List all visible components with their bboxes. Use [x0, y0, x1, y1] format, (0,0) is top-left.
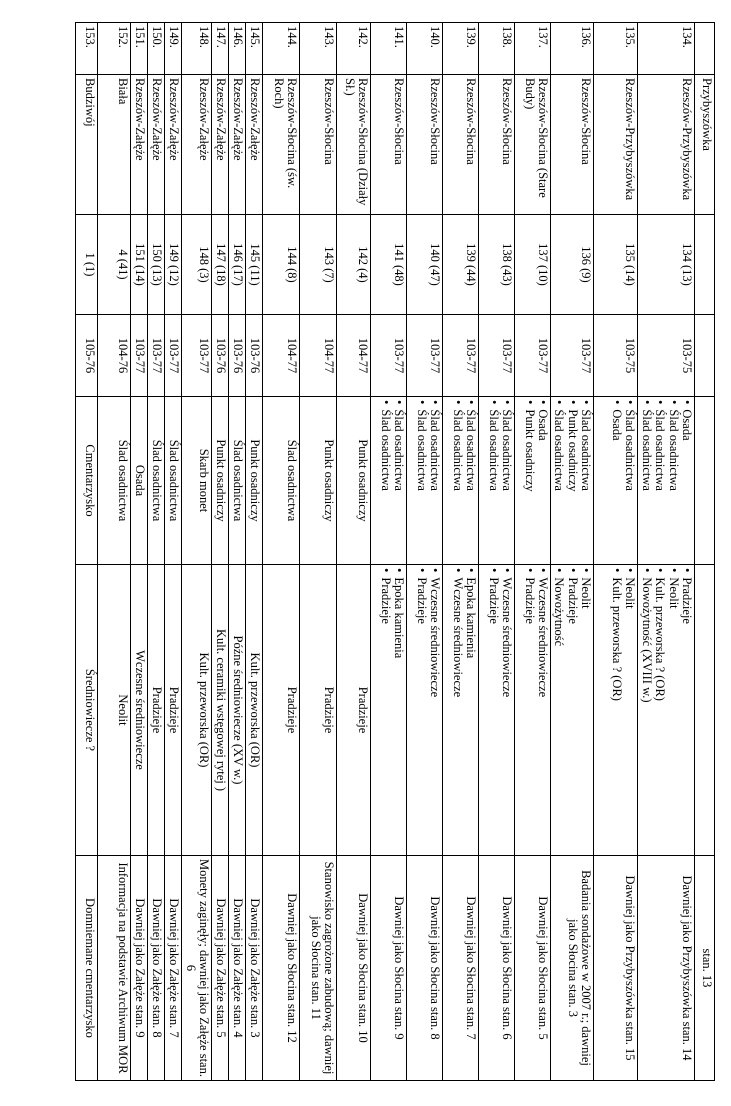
cell-site-number: 149 (12): [165, 215, 182, 315]
cell-place: Biała: [98, 75, 131, 215]
cell-az-sheet: 103-77: [371, 315, 407, 397]
cell-place: Budziwój: [76, 75, 98, 215]
cell-chronology: [479, 565, 515, 856]
cell-number: 146.: [229, 23, 246, 75]
cell-text: Pradzieje: [285, 686, 299, 734]
bullet-item: • Ślad osadnictwa: [500, 400, 513, 561]
cell-text: Kult. przeworska (OR): [248, 652, 262, 768]
cell-chronology: [300, 565, 337, 856]
cell-site-number: 135 (14): [594, 215, 638, 315]
cell-function: [479, 397, 515, 565]
cell-number: 139.: [443, 23, 479, 75]
cell-number: 148.: [182, 23, 212, 75]
bullet-item: • Ślad osadnictwa: [579, 400, 592, 561]
cell-chronology: [165, 565, 182, 856]
bullet-item: • Ślad osadnictwa: [640, 400, 653, 561]
cell-number: 149.: [165, 23, 182, 75]
bullet-item: • Ślad osadnictwa: [378, 400, 391, 561]
cell-chronology: [443, 565, 479, 856]
cell-text: Późne średniowiecze (XV w.): [231, 635, 245, 785]
cell-number: 152.: [98, 23, 131, 75]
cell-text: Punkt osadniczy: [356, 439, 370, 522]
cell-site-number: 147 (18): [212, 215, 229, 315]
cell-chronology: [182, 565, 212, 856]
cell-az-sheet: 104-77: [263, 315, 300, 397]
cell-az-sheet: 103-77: [148, 315, 165, 397]
cell-az-sheet: 103-75: [594, 315, 638, 397]
cell-function: [371, 397, 407, 565]
table-row: [479, 23, 515, 1081]
cell-number: 135.: [594, 23, 638, 75]
cell-function: [212, 397, 229, 565]
cell-az-sheet: 103-77: [182, 315, 212, 397]
cell-chronology: [263, 565, 300, 856]
cell-number: 153.: [76, 23, 98, 75]
bullet-item: • Pradzieje: [378, 568, 391, 852]
cell-function: [76, 397, 98, 565]
cell-site-number: 145 (11): [246, 215, 263, 315]
cell-place: Rzeszów-Załęże: [246, 75, 263, 215]
cell-place: Rzeszów-Załęże: [212, 75, 229, 215]
bullet-item: • Pradzieje: [522, 568, 535, 852]
cell-notes: Dawniej jako Załęże stan. 4: [229, 856, 246, 1081]
cell-place: Rzeszów-Słocina: [551, 75, 594, 215]
cell-text: Punkt osadniczy: [322, 439, 336, 522]
cell-place: Rzeszów-Słocina: [371, 75, 407, 215]
table-row: [182, 23, 212, 1081]
cell-site-number: [695, 215, 715, 315]
cell-az-sheet: 103-77: [165, 315, 182, 397]
table-row: [148, 23, 165, 1081]
cell-az-sheet: 104-77: [337, 315, 371, 397]
cell-text: Ślad osadnictwa: [150, 439, 165, 522]
cell-chronology: [638, 565, 695, 856]
table-row: [695, 23, 715, 1081]
cell-place: Rzeszów-Słocina (Stare Budy): [515, 75, 551, 215]
bullet-item: • Kult. przeworska ? (OR): [609, 568, 622, 852]
cell-text: Osada: [133, 464, 148, 497]
cell-chronology: [551, 565, 594, 856]
bullet-item: • Neolit: [666, 568, 679, 852]
cell-chronology: [131, 565, 148, 856]
cell-az-sheet: 103-77: [407, 315, 443, 397]
sites-table: [75, 22, 715, 1081]
cell-number: 151.: [131, 23, 148, 75]
table-row: [165, 23, 182, 1081]
cell-text: Pradzieje: [356, 686, 370, 734]
cell-az-sheet: 103-77: [551, 315, 594, 397]
cell-az-sheet: 104-76: [98, 315, 131, 397]
cell-site-number: 138 (43): [479, 215, 515, 315]
cell-place: Rzeszów-Słocina: [443, 75, 479, 215]
cell-site-number: 142 (4): [337, 215, 371, 315]
cell-notes: Dawniej jako Przybyszówka stan. 14: [638, 856, 695, 1081]
cell-notes: Dawniej jako Słocina stan. 12: [263, 856, 300, 1081]
cell-place: Rzeszów-Przybyszówka: [594, 75, 638, 215]
bullet-item: • Ślad osadnictwa: [486, 400, 499, 561]
cell-az-sheet: 103-75: [638, 315, 695, 397]
cell-place: Rzeszów-Załęże: [148, 75, 165, 215]
cell-text: Średniowiecze ?: [83, 668, 98, 752]
cell-text: Punkt osadniczy: [248, 439, 262, 522]
bullet-item: • Osada: [609, 400, 622, 561]
cell-text: Ślad osadnictwa: [231, 439, 245, 522]
table-row: [246, 23, 263, 1081]
table-row: [551, 23, 594, 1081]
bullet-item: • Wczesne średniowiecze: [500, 568, 513, 852]
cell-site-number: 1 (1): [76, 215, 98, 315]
cell-number: 144.: [263, 23, 300, 75]
bullet-item: • Epoka kamienia: [464, 568, 477, 852]
cell-notes: Monety zaginęły; dawniej jako Załęże stan. 6: [182, 856, 212, 1081]
table-row: [76, 23, 98, 1081]
cell-place: Rzeszów-Słocina: [407, 75, 443, 215]
cell-text: Pradzieje: [150, 686, 165, 734]
cell-az-sheet: 103-77: [443, 315, 479, 397]
cell-notes: Dawniej jako Słocina stan. 8: [407, 856, 443, 1081]
bullet-item: • Pradzieje: [414, 568, 427, 852]
cell-function: [148, 397, 165, 565]
bullet-item: • Nowożytność: [552, 568, 565, 852]
cell-notes: Informacja na podstawie Archiwum MOR: [98, 856, 131, 1081]
cell-place: Rzeszów-Słocina: [300, 75, 337, 215]
cell-number: 134.: [638, 23, 695, 75]
cell-site-number: 151 (14): [131, 215, 148, 315]
cell-site-number: 134 (13): [638, 215, 695, 315]
cell-place: Rzeszów-Załęże: [165, 75, 182, 215]
cell-text: Skarb monet: [197, 448, 211, 513]
bullet-item: • Ślad osadnictwa: [392, 400, 405, 561]
cell-text: Kult. przeworska (OR): [197, 652, 211, 768]
cell-function: [229, 397, 246, 565]
cell-place: Rzeszów-Załęże: [182, 75, 212, 215]
cell-function: [98, 397, 131, 565]
cell-number: 137.: [515, 23, 551, 75]
cell-number: 147.: [212, 23, 229, 75]
cell-site-number: 148 (3): [182, 215, 212, 315]
cell-az-sheet: 103-76: [229, 315, 246, 397]
cell-site-number: 139 (44): [443, 215, 479, 315]
cell-az-sheet: [695, 315, 715, 397]
cell-chronology: [246, 565, 263, 856]
cell-site-number: 137 (10): [515, 215, 551, 315]
cell-chronology: [337, 565, 371, 856]
cell-chronology: [371, 565, 407, 856]
bullet-item: • Ślad osadnictwa: [428, 400, 441, 561]
cell-function: [131, 397, 148, 565]
cell-chronology: [148, 565, 165, 856]
cell-place: Rzeszów-Słocina (Działy Sł.): [337, 75, 371, 215]
cell-site-number: 150 (13): [148, 215, 165, 315]
cell-site-number: 140 (47): [407, 215, 443, 315]
cell-function: [695, 397, 715, 565]
table-row: [212, 23, 229, 1081]
cell-number: 150.: [148, 23, 165, 75]
table-row: [407, 23, 443, 1081]
cell-chronology: [229, 565, 246, 856]
table-row: [131, 23, 148, 1081]
cell-text: Neolit: [116, 694, 131, 726]
cell-chronology: [212, 565, 229, 856]
cell-number: 141.: [371, 23, 407, 75]
bullet-item: • Pradzieje: [565, 568, 578, 852]
table-row: [300, 23, 337, 1081]
cell-az-sheet: 103-77: [515, 315, 551, 397]
table-row: [229, 23, 246, 1081]
cell-number: [695, 23, 715, 75]
rotated-table-wrapper: [18, 22, 715, 1080]
cell-site-number: 146 (17): [229, 215, 246, 315]
cell-notes: Dawniej jako Załęże stan. 5: [212, 856, 229, 1081]
table-row: [263, 23, 300, 1081]
cell-chronology: [76, 565, 98, 856]
cell-text: Cmentarzysko: [83, 444, 98, 517]
cell-number: 142.: [337, 23, 371, 75]
bullet-item: • Ślad osadnictwa: [666, 400, 679, 561]
bullet-item: • Punkt osadniczy: [565, 400, 578, 561]
bullet-item: • Osada: [536, 400, 549, 561]
bullet-item: • Pradzieje: [486, 568, 499, 852]
bullet-item: • Wczesne średniowiecze: [428, 568, 441, 852]
bullet-item: • Neolit: [579, 568, 592, 852]
cell-place: Rzeszów-Załęże: [229, 75, 246, 215]
cell-function: [246, 397, 263, 565]
bullet-item: • Wczesne średniowiecze: [450, 568, 463, 852]
cell-text: Wczesne średniowiecze: [133, 650, 148, 770]
cell-notes: Dawniej jako Słocina stan. 6: [479, 856, 515, 1081]
cell-notes: Domniemane cmentarzysko: [76, 856, 98, 1081]
cell-function: [638, 397, 695, 565]
bullet-item: • Ślad osadnictwa: [623, 400, 636, 561]
cell-function: [515, 397, 551, 565]
cell-notes: Dawniej jako Załęże stan. 3: [246, 856, 263, 1081]
cell-text: Pradzieje: [167, 686, 182, 734]
cell-text: Pradzieje: [322, 686, 336, 734]
cell-function: [407, 397, 443, 565]
bullet-item: • Nowożytność (XVIII w.): [640, 568, 653, 852]
table-row: [98, 23, 131, 1081]
table-row: [638, 23, 695, 1081]
cell-notes: Dawniej jako Załęże stan. 9: [131, 856, 148, 1081]
cell-az-sheet: 103-77: [479, 315, 515, 397]
table-row: [337, 23, 371, 1081]
cell-chronology: [98, 565, 131, 856]
cell-notes: Badania sondażowe w 2007 r.; dawniej jako Słocina stan. 3: [551, 856, 594, 1081]
cell-az-sheet: 104-77: [300, 315, 337, 397]
cell-site-number: 144 (8): [263, 215, 300, 315]
bullet-item: • Neolit: [623, 568, 636, 852]
cell-site-number: 143 (7): [300, 215, 337, 315]
cell-chronology: [515, 565, 551, 856]
cell-chronology: [407, 565, 443, 856]
cell-function: [182, 397, 212, 565]
cell-notes: Stanowisko zagrożone zabudową; dawniej jako Słocina stan. 11: [300, 856, 337, 1081]
cell-text: Ślad osadnictwa: [285, 439, 299, 522]
cell-az-sheet: 103-77: [131, 315, 148, 397]
cell-place: Rzeszów-Słocina: [479, 75, 515, 215]
cell-notes: Dawniej jako Przybyszówka stan. 15: [594, 856, 638, 1081]
bullet-item: • Osada: [680, 400, 693, 561]
bullet-item: • Kult. przeworska ? (OR): [653, 568, 666, 852]
cell-text: Punkt osadniczy: [214, 439, 228, 522]
cell-site-number: 136 (9): [551, 215, 594, 315]
cell-number: 145.: [246, 23, 263, 75]
cell-notes: Dawniej jako Załęże stan. 7: [165, 856, 182, 1081]
cell-number: 138.: [479, 23, 515, 75]
cell-notes: Dawniej jako Słocina stan. 5: [515, 856, 551, 1081]
cell-function: [263, 397, 300, 565]
table-row: [443, 23, 479, 1081]
bullet-item: • Ślad osadnictwa: [414, 400, 427, 561]
bullet-item: • Wczesne średniowiecze: [536, 568, 549, 852]
cell-function: [443, 397, 479, 565]
cell-text: Ślad osadnictwa: [116, 439, 131, 522]
cell-place: Rzeszów-Słocina (św. Roch): [263, 75, 300, 215]
cell-text: Ślad osadnictwa: [167, 439, 182, 522]
cell-site-number: 141 (48): [371, 215, 407, 315]
cell-az-sheet: 105-76: [76, 315, 98, 397]
cell-site-number: 4 (41): [98, 215, 131, 315]
table-row: [594, 23, 638, 1081]
cell-number: 136.: [551, 23, 594, 75]
cell-place: Rzeszów-Przybyszówka: [638, 75, 695, 215]
cell-place: Rzeszów-Załęże: [131, 75, 148, 215]
bullet-item: • Ślad osadnictwa: [464, 400, 477, 561]
cell-function: [551, 397, 594, 565]
cell-function: [300, 397, 337, 565]
cell-notes: Dawniej jako Słocina stan. 10: [337, 856, 371, 1081]
cell-text: Kult. ceramiki wstęgowej rytej ): [214, 628, 228, 792]
cell-number: 140.: [407, 23, 443, 75]
cell-chronology: [594, 565, 638, 856]
cell-function: [594, 397, 638, 565]
cell-number: 143.: [300, 23, 337, 75]
cell-function: [337, 397, 371, 565]
table-row: [515, 23, 551, 1081]
cell-notes: stan. 13: [695, 856, 715, 1081]
cell-az-sheet: 103-76: [246, 315, 263, 397]
bullet-item: • Epoka kamienia: [392, 568, 405, 852]
cell-chronology: [695, 565, 715, 856]
cell-az-sheet: 103-76: [212, 315, 229, 397]
cell-notes: Dawniej jako Załęże stan. 8: [148, 856, 165, 1081]
cell-place: Przybyszówka: [695, 75, 715, 215]
bullet-item: • Ślad osadnictwa: [552, 400, 565, 561]
bullet-item: • Pradzieje: [680, 568, 693, 852]
cell-notes: Dawniej jako Słocina stan. 9: [371, 856, 407, 1081]
bullet-item: • Ślad osadnictwa: [450, 400, 463, 561]
bullet-item: • Punkt osadniczy: [522, 400, 535, 561]
table-row: [371, 23, 407, 1081]
cell-function: [165, 397, 182, 565]
cell-notes: Dawniej jako Słocina stan. 7: [443, 856, 479, 1081]
bullet-item: • Ślad osadnictwa: [653, 400, 666, 561]
